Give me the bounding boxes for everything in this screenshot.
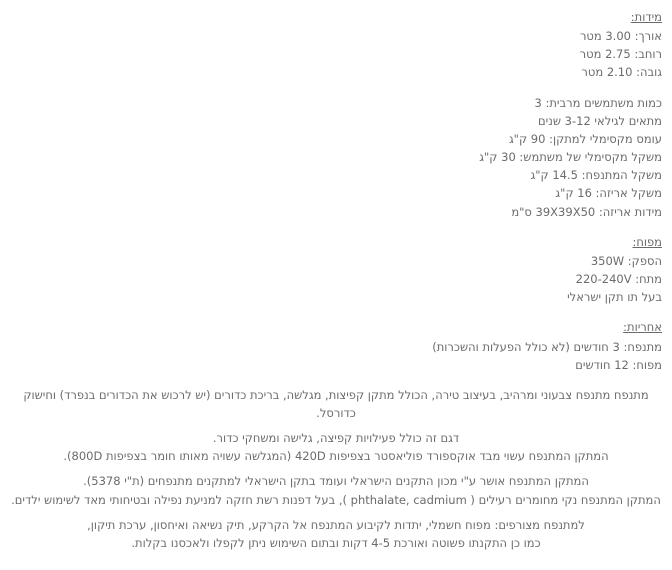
section-usage-specs xyxy=(10,94,662,221)
paragraph-line: כמו כן התקנתו פשוטה ואורכת 4-5 דקות ובתום השימוש ניתן לקפלו ולאכסנו בקלות. xyxy=(131,535,541,550)
spacer xyxy=(10,374,662,386)
spec-line: בעל תו תקן ישראלי xyxy=(567,290,662,305)
spec-line: גובה: 2.10 מטר xyxy=(581,65,662,80)
paragraph-line: מתנפח מתנפח צבעוני ומרהיב, בעיצוב טירה, הכולל מתקן קפיצות, מגלשה, בריכת כדורים (יש לרכוש את הכדורים בנפרד) וחישוק כדורסל. xyxy=(23,387,649,420)
spec-line: משקל אריזה: 16 ק"ג xyxy=(555,186,662,201)
paragraph-description xyxy=(10,386,662,422)
paragraph-line: המתקן המתנפח נקי מחומרים רעילים ( phthalate, cadmium ), בעל דפנות רשת חזקה למניעת נפילה ובטיחותי מאד לשימוש ילדים. xyxy=(11,492,661,507)
spec-line: עומס מקסימלי למתקן: 90 ק"ג xyxy=(508,131,662,146)
spec-line: משקל המתנפח: 14.5 ק"ג xyxy=(530,168,662,183)
paragraph-activities xyxy=(10,429,662,465)
spec-line: מתח: 220-240V xyxy=(575,272,662,287)
spacer xyxy=(10,306,662,318)
spec-line: הספק: 350W xyxy=(590,253,662,268)
spec-line: מתאים לגילאי 3-12 שנים xyxy=(538,113,662,128)
paragraph-line: המתקן המתנפח עשוי מבד אוקספורד פוליאסטר בצפיפות 420D (המגלשה עשויה מאותו חומר בצפיפות 800D). xyxy=(63,449,609,464)
spec-line: משקל מקסימלי של משתמש: 30 ק"ג xyxy=(479,150,662,165)
spec-line: מידות אריזה: 39X39X50 ס"מ xyxy=(511,204,662,219)
spec-line: רוחב: 2.75 מטר xyxy=(579,47,662,62)
spec-line: מתנפח: 3 חודשים (לא כולל הפעלות והשכרות) xyxy=(432,339,662,354)
spacer xyxy=(10,82,662,94)
paragraph-line: למתנפח מצורפים: מפוח חשמלי, יתדות לקיבוע המתנפח אל הקרקע, תיק נשיאה ואיחסון, ערכת תיקון, xyxy=(87,517,585,532)
paragraph-accessories xyxy=(10,516,662,552)
section-dimensions xyxy=(10,8,662,82)
spec-line: אורך: 3.00 מטר xyxy=(579,29,662,44)
section-title: מידות: xyxy=(630,10,662,24)
paragraph-line: המתקן המתנפח אושר ע"י מכון התקנים הישראלי ועומד בתקן הישראלי למתקנים מתנפחים (ת"י 5378). xyxy=(83,474,589,489)
section-warranty xyxy=(10,318,662,373)
spacer xyxy=(10,221,662,233)
spacer xyxy=(10,465,662,472)
spec-line: כמות משתמשים מרבית: 3 xyxy=(534,95,662,110)
spacer xyxy=(10,422,662,429)
paragraph-line: דגם זה כולל פעילויות קפיצה, גלישה ומשחקי כדור. xyxy=(212,431,460,446)
section-blower xyxy=(10,233,662,307)
spec-line: מפוח: 12 חודשים xyxy=(575,357,662,372)
section-title: מפוח: xyxy=(632,234,662,249)
paragraph-standards xyxy=(10,472,662,508)
section-title: אחריות: xyxy=(623,320,662,335)
spacer xyxy=(10,509,662,516)
